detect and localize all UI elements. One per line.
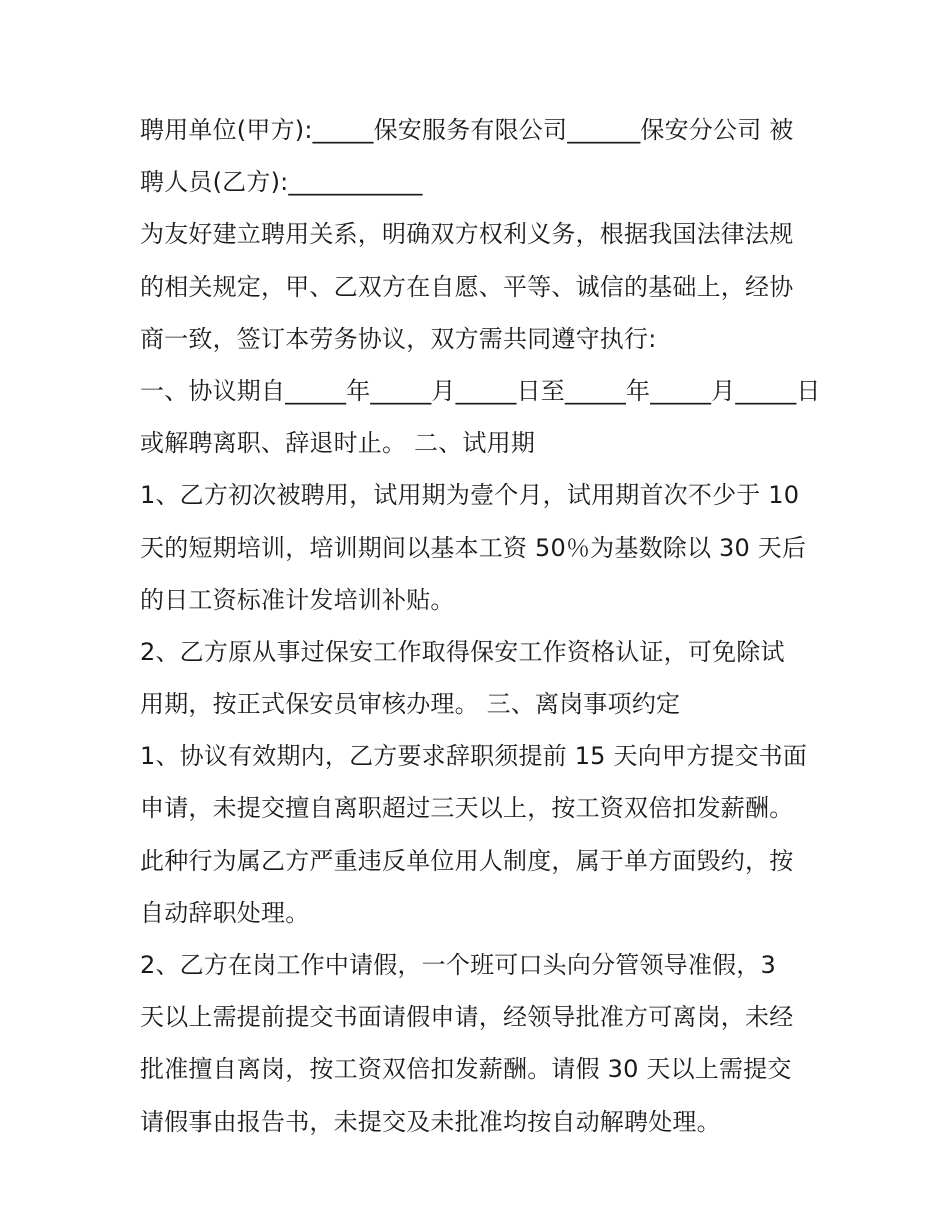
text-line-18: 天以上需提前提交书面请假申请，经领导批准方可离岗，未经 bbox=[140, 1003, 794, 1032]
text-line-19: 批准擅自离岗，按工资双倍扣发薪酬。请假 30 天以上需提交 bbox=[140, 1055, 792, 1084]
text-line-12: 用期，按正式保安员审核办理。 三、离岗事项约定 bbox=[140, 690, 681, 719]
text-line-13: 1、协议有效期内，乙方要求辞职须提前 15 天向甲方提交书面 bbox=[140, 742, 808, 771]
text-line-9: 天的短期培训，培训期间以基本工资 50％为基数除以 30 天后 bbox=[140, 533, 807, 562]
text-line-15: 此种行为属乙方严重违反单位用人制度，属于单方面毁约，按 bbox=[140, 846, 794, 875]
text-line-5: 商一致，签订本劳务协议，双方需共同遵守执行: bbox=[140, 324, 657, 353]
text-line-6: 一、协议期自_____年_____月_____日至_____年_____月_____日 bbox=[140, 376, 821, 405]
text-line-8: 1、乙方初次被聘用，试用期为壹个月，试用期首次不少于 10 bbox=[140, 481, 800, 510]
text-line-20: 请假事由报告书，未提交及未批准均按自动解聘处理。 bbox=[140, 1107, 721, 1136]
text-line-14: 申请，未提交擅自离职超过三天以上，按工资双倍扣发薪酬。 bbox=[140, 794, 794, 823]
text-line-1: 聘用单位(甲方):_____保安服务有限公司______保安分公司 被 bbox=[140, 116, 794, 144]
text-line-11: 2、乙方原从事过保安工作取得保安工作资格认证，可免除试 bbox=[140, 637, 785, 666]
text-line-10: 的日工资标准计发培训补贴。 bbox=[140, 585, 455, 614]
text-line-17: 2、乙方在岗工作中请假，一个班可口头向分管领导准假，3 bbox=[140, 951, 776, 979]
document-body bbox=[140, 104, 820, 1148]
text-line-4: 的相关规定，甲、乙双方在自愿、平等、诚信的基础上，经协 bbox=[140, 272, 794, 301]
text-line-16: 自动辞职处理。 bbox=[140, 898, 310, 927]
text-line-7: 或解聘离职、辞退时止。 二、试用期 bbox=[140, 429, 536, 458]
text-line-2: 聘人员(乙方):___________ bbox=[140, 168, 423, 197]
text-line-3: 为友好建立聘用关系，明确双方权利义务，根据我国法律法规 bbox=[140, 220, 794, 249]
